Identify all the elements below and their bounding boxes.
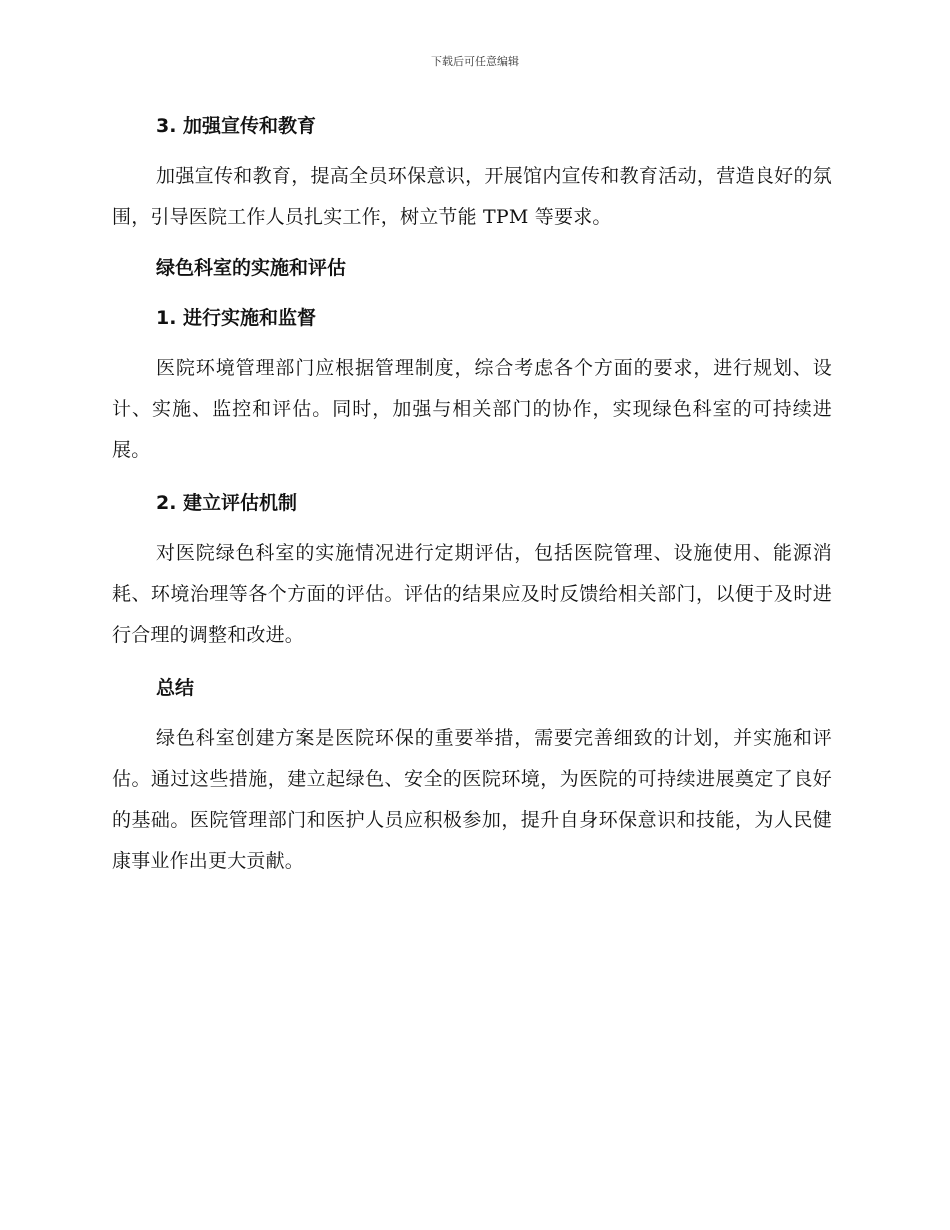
section-heading-implementation: 绿色科室的实施和评估: [156, 257, 347, 279]
section-heading-evaluation: 2. 建立评估机制: [156, 492, 298, 514]
section-heading-supervision: 1. 进行实施和监督: [156, 307, 317, 329]
section-paragraph-publicity: 加强宣传和教育，提高全员环保意识，开展馆内宣传和教育活动，营造良好的氛围，引导医院工作人员扎实工作，树立节能 TPM 等要求。: [112, 165, 832, 228]
section-paragraph-supervision: 医院环境管理部门应根据管理制度，综合考虑各个方面的要求，进行规划、设计、实施、监控和评估。同时，加强与相关部门的协作，实现绿色科室的可持续进展。: [112, 357, 832, 461]
section-paragraph-summary: 绿色科室创建方案是医院环保的重要举措，需要完善细致的计划，并实施和评估。通过这些措施，建立起绿色、安全的医院环境，为医院的可持续进展奠定了良好的基础。医院管理部门和医护人员应积极参加，提升自身环保意识和技能，为人民健康事业作出更大贡献。: [112, 727, 832, 872]
document-body: [112, 108, 832, 882]
section-paragraph-evaluation: 对医院绿色科室的实施情况进行定期评估，包括医院管理、设施使用、能源消耗、环境治理等各个方面的评估。评估的结果应及时反馈给相关部门，以便于及时进行合理的调整和改进。: [112, 542, 832, 646]
section-heading-summary: 总结: [156, 677, 195, 699]
page-header: 下载后可任意编辑: [431, 55, 519, 68]
section-heading-publicity: 3. 加强宣传和教育: [156, 115, 317, 137]
